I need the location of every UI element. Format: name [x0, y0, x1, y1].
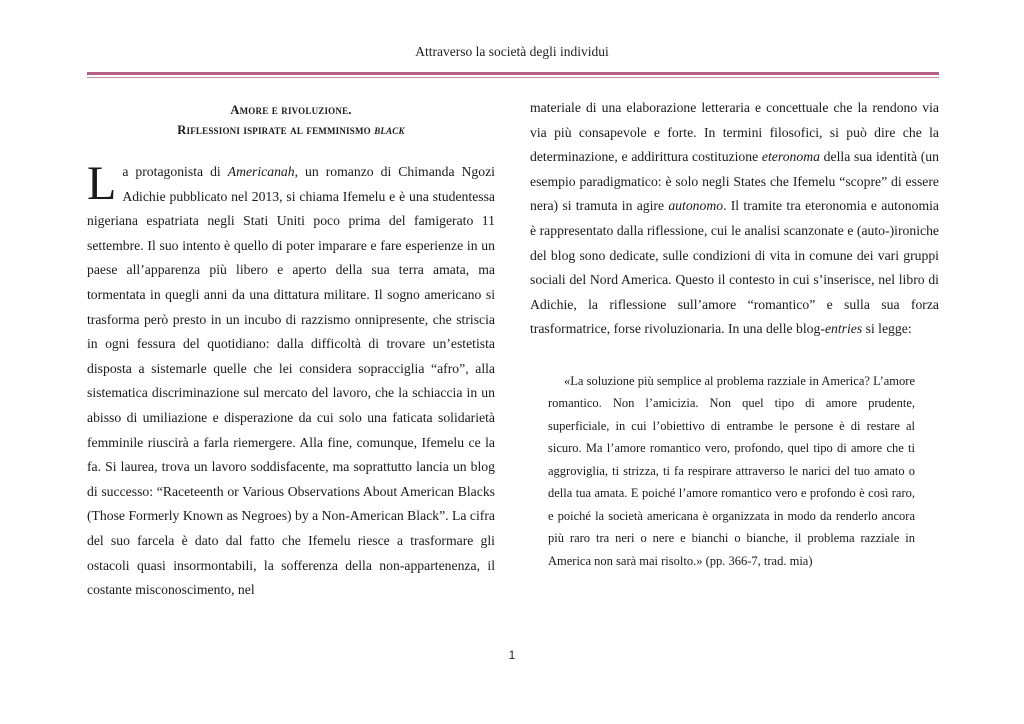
header-rule-thin — [87, 77, 939, 78]
paragraph-2-emph-1: eteronoma — [761, 149, 820, 165]
paragraph-1-body: , un romanzo di Chimanda Ngozi Adichie pubblicato nel 2013, si chiama Ifemelu e è una studentessa nigeriana espatriata negli Stati Uniti poco prima del famigerato 11 settembre. Il suo intento è quello di poter imparare e fare esperienze in un paese all’apparenza più libero e aperto della sua terra amata, ma tormentata in quegli anni da una dittatura militare. Il sogno americano si trasforma però presto in un incubo di razzismo onnipresente, che striscia in ogni fessura del quotidiano: dalla difficoltà di trovare un’estetista disposta a sistemarle quelle che lei considera sopracciglia “afro”, alla sistematica discriminazione sul mercato del lavoro, che la schiaccia in un abisso di umiliazione e disperazione da cui solo una faticata solidarietà femminile riuscirà a farla riemergere. Alla fine, comunque, Ifemelu ce la fa. Si laurea, trova un lavoro soddisfacente, ma soprattutto lancia un blog di successo: “Raceteenth or Various Observations About American Blacks (Those Formerly Known as Negroes) by a Non-American Black”. La cifra del suo farcela è dato dal fatto che Ifemelu riesce a trasformare gli ostacoli quasi insormontabili, la sofferenza della non-appartenenza, il costante misconoscimento, nel — [87, 164, 495, 598]
title-line-2 — [87, 120, 495, 140]
running-header: Attraverso la società degli individui — [415, 44, 609, 59]
left-column — [87, 96, 495, 603]
paragraph-2-d: si legge: — [862, 321, 912, 337]
title-line-2-emph: black — [374, 123, 405, 137]
title-line-2-text: Riflessioni ispirate al femminismo — [177, 123, 375, 137]
paragraph-1-start: a protagonista di — [122, 164, 228, 179]
paragraph-2-emph-2: autonomo — [668, 198, 724, 214]
header-rule — [87, 72, 939, 75]
block-quote — [548, 370, 915, 573]
drop-cap: L — [87, 157, 117, 210]
paragraph-2-a: materiale di una elaborazione letteraria e concettuale che la rendono via via più consapevole e forte. In termini filosofici, si può dire che la determinazione, e addirittura costituzione — [530, 100, 939, 165]
right-column — [530, 96, 939, 572]
paragraph-2 — [530, 96, 939, 342]
page-number: 1 — [508, 648, 516, 662]
book-title: Americanah — [227, 164, 295, 179]
article-title — [87, 100, 495, 140]
title-line-1: Amore e rivoluzione. — [230, 103, 352, 117]
paragraph-2-b: della sua identità (un esempio paradigmatico: è solo negli States che Ifemelu “scopre” di essere nera) si tramuta in agire — [530, 149, 939, 214]
paragraph-2-c: . Il tramite tra eteronomia e autonomia è rappresentato dalla riflessione, cui le analisi scanzonate e (auto-)ironiche del blog sono dedicate, sulle condizioni di vita in comune dei vari gruppi sociali del Nord America. Questo il contesto in cui s’inserisce, nel libro di Adichie, la riflessione sull’amore “romantico” e sulla sua forza trasformatrice, forse rivoluzionaria. In una delle blog- — [530, 198, 940, 337]
paragraph-1 — [87, 157, 495, 603]
paragraph-2-emph-3: entries — [824, 321, 863, 337]
block-quote-text: «La soluzione più semplice al problema razziale in America? L’amore romantico. Non l’amicizia. Non quel tipo di amore prudente, superficiale, in cui l’obiettivo di entrambe le persone è di restare al sicuro. Ma l’amore romantico vero, profondo, quel tipo di amore che ti aggroviglia, ti strizza, ti fa respirare attraverso le narici del tuo amato o della tua amata. E poiché l’amore romantico vero e profondo è così raro, e poiché la società americana è organizzata in modo da renderlo ancora più raro tra neri o nere e bianchi o bianche, il problema razziale in America non sarà mai risolto.» (pp. 366-7, trad. mia) — [548, 373, 915, 568]
